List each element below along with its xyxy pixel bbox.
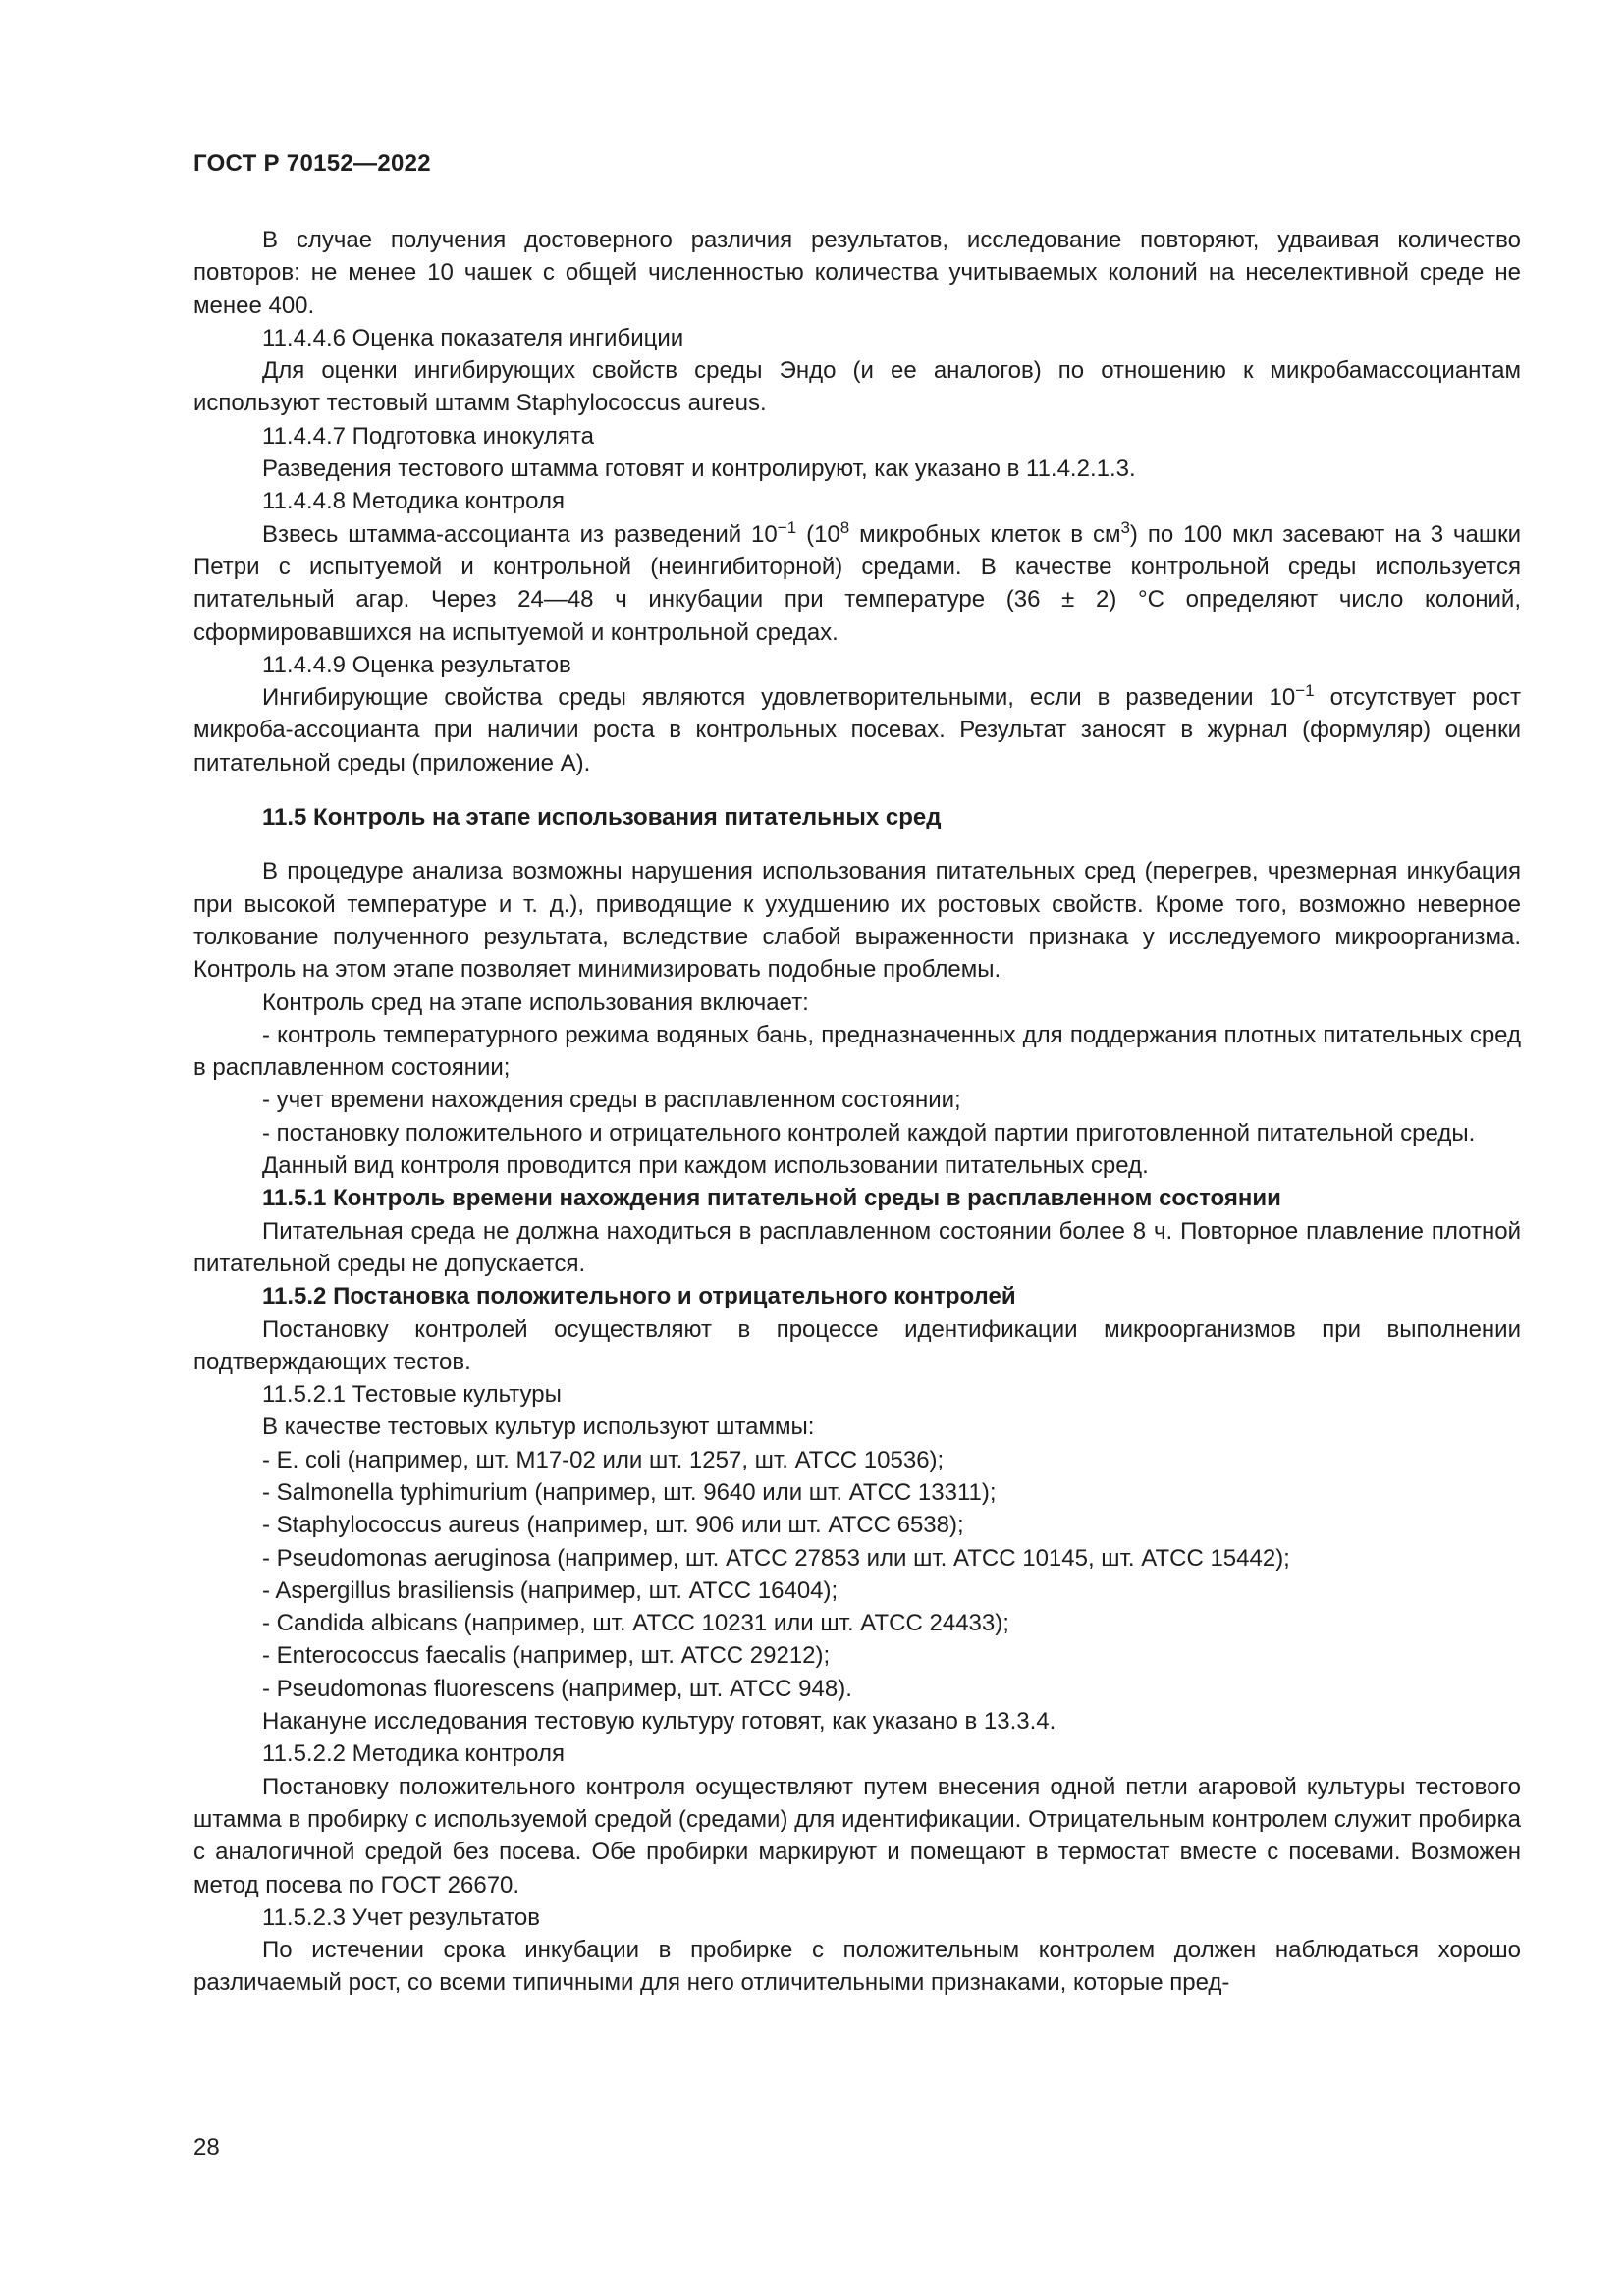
subsection-heading-bold: 11.5.2 Постановка положительного и отрицательного контролей xyxy=(262,1283,1016,1310)
strain-list-item: - Pseudomonas fluorescens (например, шт. ATCC 948). xyxy=(262,1675,852,1702)
subsection-heading: 11.4.4.8 Методика контроля xyxy=(262,488,565,515)
strain-list-item: - Pseudomonas aeruginosa (например, шт. ATCC 27853 или шт. ATCC 10145, шт. ATCC 15442); xyxy=(262,1544,1290,1572)
subsection-heading: 11.4.4.7 Подготовка инокулята xyxy=(262,422,594,450)
subsection-heading: 11.5.2.3 Учет результатов xyxy=(262,1903,540,1931)
paragraph: Для оценки ингибирующих свойств среды Эндо (и ее аналогов) по отношению к микробамассоциантам используют тестовый штамм Staphylococcus aureus. xyxy=(193,357,1521,417)
paragraph: Накануне исследования тестовую культуру готовят, как указано в 13.3.4. xyxy=(262,1708,1056,1735)
paragraph: Данный вид контроля проводится при каждом использовании питательных сред. xyxy=(262,1152,1149,1180)
strain-list-item: - Aspergillus brasiliensis (например, шт. ATCC 16404); xyxy=(262,1576,839,1604)
strain-list-item: - Staphylococcus aureus (например, шт. 906 или шт. ATCC 6538); xyxy=(262,1512,964,1539)
subsection-heading: 11.4.4.6 Оценка показателя ингибиции xyxy=(262,324,684,351)
subsection-heading: 11.5.2.2 Методика контроля xyxy=(262,1740,565,1768)
subsection-heading-bold: 11.5.1 Контроль времени нахождения питательной среды в расплавленном состоянии xyxy=(262,1185,1281,1212)
paragraph: Разведения тестового штамма готовят и контролируют, как указано в 11.4.2.1.3. xyxy=(262,455,1136,483)
paragraph: Контроль сред на этапе использования включает: xyxy=(262,988,809,1016)
paragraph-with-superscripts: Взвесь штамма-ассоцианта из разведений $10^{-1}$ ($10^8$ микробных клеток в $см^3$) по 100 мкл засевают на 3 чашки Петри с испытуемой и контрольной (неингибиторной) средами. В качестве контрольной среды используется питательный агар. Через 24—48 ч инкубации при температуре (36 ± 2) °С определяют число колоний, сформировавшихся на испытуемой и контрольной средах. xyxy=(193,517,1522,646)
paragraph: Питательная среда не должна находиться в расплавленном состоянии более 8 ч. Повторное плавление плотной питательной среды не допускается. xyxy=(193,1217,1521,1277)
subsection-heading: 11.4.4.9 Оценка результатов xyxy=(262,651,571,678)
strain-list-item: - Candida albicans (например, шт. ATCC 10231 или шт. ATCC 24433); xyxy=(262,1610,1009,1637)
paragraph-with-superscripts: Ингибирующие свойства среды являются удовлетворительными, если в разведении $10^{-1}$ отсутствует рост микроба-ассоцианта при наличии роста в контрольных посевах. Результат заносят в журнал (формуляр) оценки питательной среды (приложение А). xyxy=(193,681,1521,776)
strain-list-item: - Enterococcus faecalis (например, шт. ATCC 29212); xyxy=(262,1642,831,1670)
list-item: - контроль температурного режима водяных бань, предназначенных для поддержания плотных питательных сред в расплавленном состоянии; xyxy=(193,1021,1521,1082)
paragraph: Постановку положительного контроля осуществляют путем внесения одной петли агаровой культуры тестового штамма в пробирку с используемой средой (средами) для идентификации. Отрицательным контролем служит пробирка с аналогичной средой без посева. Обе пробирки маркируют и помещают в термостат вместе с посевами. Возможен метод посева по ГОСТ 26670. xyxy=(193,1773,1521,1898)
paragraph: Постановку контролей осуществляют в процессе идентификации микроорганизмов при выполнении подтверждающих тестов. xyxy=(193,1315,1521,1375)
document-header: ГОСТ Р 70152—2022 xyxy=(193,150,431,177)
document-body xyxy=(193,224,1521,2000)
paragraph: В качестве тестовых культур используют штаммы: xyxy=(262,1414,815,1441)
subsection-heading: 11.5.2.1 Тестовые культуры xyxy=(262,1381,562,1409)
paragraph: В процедуре анализа возможны нарушения использования питательных сред (перегрев, чрезмерная инкубация при высокой температуре и т. д.), приводящие к ухудшению их ростовых свойств. Кроме того, возможно неверное толкование полученного результата, вследствие слабой выраженности признака у исследуемого микроорганизма. Контроль на этом этапе позволяет минимизировать подобные проблемы. xyxy=(193,858,1521,984)
strain-list-item: - E. coli (например, шт. M17-02 или шт. 1257, шт. ATCC 10536); xyxy=(262,1446,945,1473)
page-number: 28 xyxy=(193,2134,220,2161)
strain-list-item: - Salmonella typhimurium (например, шт. 9640 или шт. ATCC 13311); xyxy=(262,1478,997,1506)
paragraph: По истечении срока инкубации в пробирке с положительным контролем должен наблюдаться хорошо различаемый рост, со всеми типичными для него отличительными признаками, которые пред- xyxy=(193,1937,1521,1997)
paragraph: В случае получения достоверного различия результатов, исследование повторяют, удваивая количество повторов: не менее 10 чашек с общей численностью количества учитываемых колоний на неселективной среде не менее 400. xyxy=(193,227,1521,319)
list-item: - постановку положительного и отрицательного контролей каждой партии приготовленной питательной среды. xyxy=(262,1119,1476,1147)
list-item: - учет времени нахождения среды в расплавленном состоянии; xyxy=(262,1087,961,1114)
section-heading: 11.5 Контроль на этапе использования питательных сред xyxy=(262,804,942,831)
